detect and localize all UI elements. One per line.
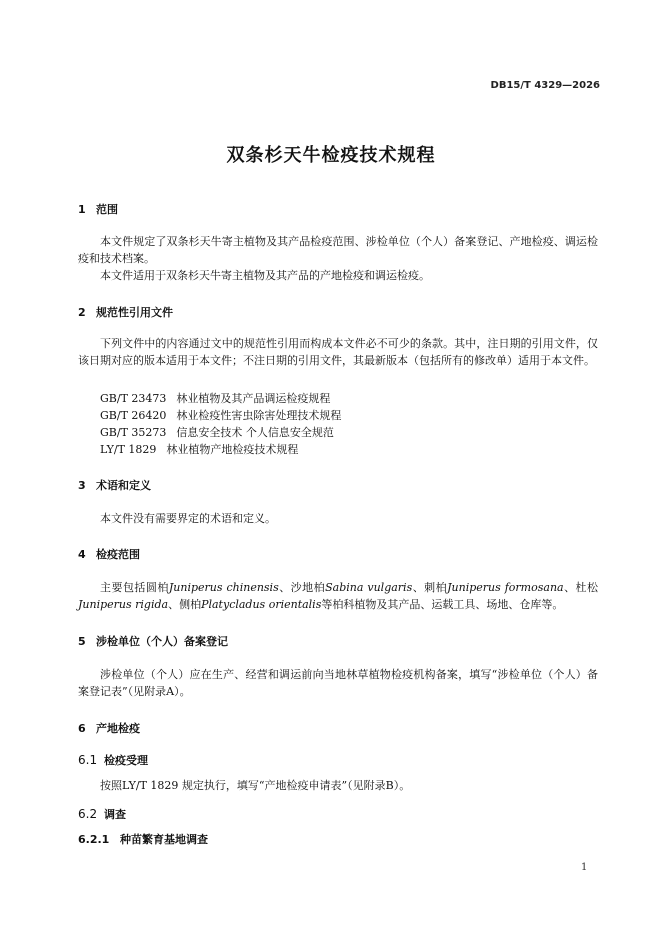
section-3-para-1: 本文件没有需要界定的术语和定义。 — [100, 512, 276, 525]
page-title: 双条杉天牛检疫技术规程 — [226, 145, 436, 166]
reference-item — [100, 390, 330, 406]
section-1-heading — [78, 201, 118, 217]
species-name: Sabina vulgaris — [325, 581, 413, 594]
section-1-number: 1 — [78, 203, 86, 216]
species-name: Juniperus rigida — [78, 598, 169, 611]
reference-code: GB/T 26420 — [100, 409, 167, 422]
subsection-6-2-1-number: 6.2.1 — [78, 833, 110, 846]
section-5-title: 涉检单位（个人）备案登记 — [96, 635, 228, 648]
section-1-title: 范围 — [96, 203, 118, 216]
subsection-6-2-title: 调查 — [104, 808, 126, 821]
section-4-title: 检疫范围 — [96, 548, 140, 561]
section-6-number: 6 — [78, 722, 86, 735]
section-3-number: 3 — [78, 479, 86, 492]
section-3-heading — [78, 477, 151, 493]
text-run: 、侧柏 — [168, 598, 202, 611]
section-5-para-1: 涉检单位（个人）应在生产、经营和调运前向当地林草植物检疫机构备案，填写“涉检单位（个人）备案登记表”（见附录A）。 — [78, 668, 598, 698]
section-6-title: 产地检疫 — [96, 722, 140, 735]
subsection-6-2-1-title: 种苗繁育基地调查 — [120, 833, 208, 846]
section-5-heading — [78, 633, 228, 649]
species-name: Juniperus formosana — [447, 581, 564, 594]
section-3-title: 术语和定义 — [96, 479, 151, 492]
reference-code: GB/T 23473 — [100, 392, 167, 405]
section-2-number: 2 — [78, 306, 86, 319]
subsection-6-2-number: 6.2 — [78, 807, 98, 821]
reference-title: 林业植物产地检疫技术规程 — [166, 443, 299, 456]
text-run: 、沙地柏 — [278, 581, 326, 594]
subsection-6-1-title: 检疫受理 — [104, 754, 148, 767]
reference-code: GB/T 35273 — [100, 426, 167, 439]
section-1-para-2: 本文件适用于双条杉天牛寄主植物及其产品的产地检疫和调运检疫。 — [100, 269, 430, 282]
text-run: 等柏科植物及其产品、运载工具、场地、仓库等。 — [321, 598, 564, 611]
reference-title: 林业检疫性害虫除害处理技术规程 — [176, 409, 342, 422]
section-4-number: 4 — [78, 548, 86, 561]
section-4-heading — [78, 546, 140, 562]
subsection-6-1-heading — [78, 752, 148, 768]
subsection-6-1-para: 按照LY/T 1829 规定执行，填写“产地检疫申请表”（见附录B）。 — [100, 779, 411, 792]
page-number: 1 — [581, 862, 588, 873]
subsection-6-1-number: 6.1 — [78, 753, 98, 767]
section-1-para-1: 本文件规定了双条杉天牛寄主植物及其产品检疫范围、涉检单位（个人）备案登记、产地检疫、调运检疫和技术档案。 — [78, 235, 598, 265]
text-run: 、杜松 — [563, 581, 599, 594]
section-2-heading — [78, 304, 173, 320]
subsection-6-2-1-heading — [78, 831, 208, 847]
reference-code: LY/T 1829 — [100, 443, 157, 456]
section-2-para-1: 下列文件中的内容通过文中的规范性引用而构成本文件必不可少的条款。其中，注日期的引用文件，仅该日期对应的版本适用于本文件；不注日期的引用文件，其最新版本（包括所有的修改单）适用于本文件。 — [78, 337, 598, 367]
species-name: Juniperus chinensis — [168, 581, 279, 594]
reference-item — [100, 407, 341, 423]
section-4-para-1 — [78, 579, 598, 613]
text-run: 主要包括圆柏 — [100, 581, 169, 594]
section-2-title: 规范性引用文件 — [96, 306, 173, 319]
reference-title: 信息安全技术 个人信息安全规范 — [176, 426, 334, 439]
subsection-6-2-heading — [78, 806, 126, 822]
reference-title: 林业植物及其产品调运检疫规程 — [176, 392, 331, 405]
doc-code: DB15/T 4329—2026 — [490, 80, 600, 91]
species-name: Platycladus orientalis — [201, 598, 322, 611]
section-5-number: 5 — [78, 635, 86, 648]
section-6-heading — [78, 720, 140, 736]
reference-item — [100, 424, 334, 440]
reference-item — [100, 441, 298, 457]
text-run: 、刺柏 — [412, 581, 448, 594]
